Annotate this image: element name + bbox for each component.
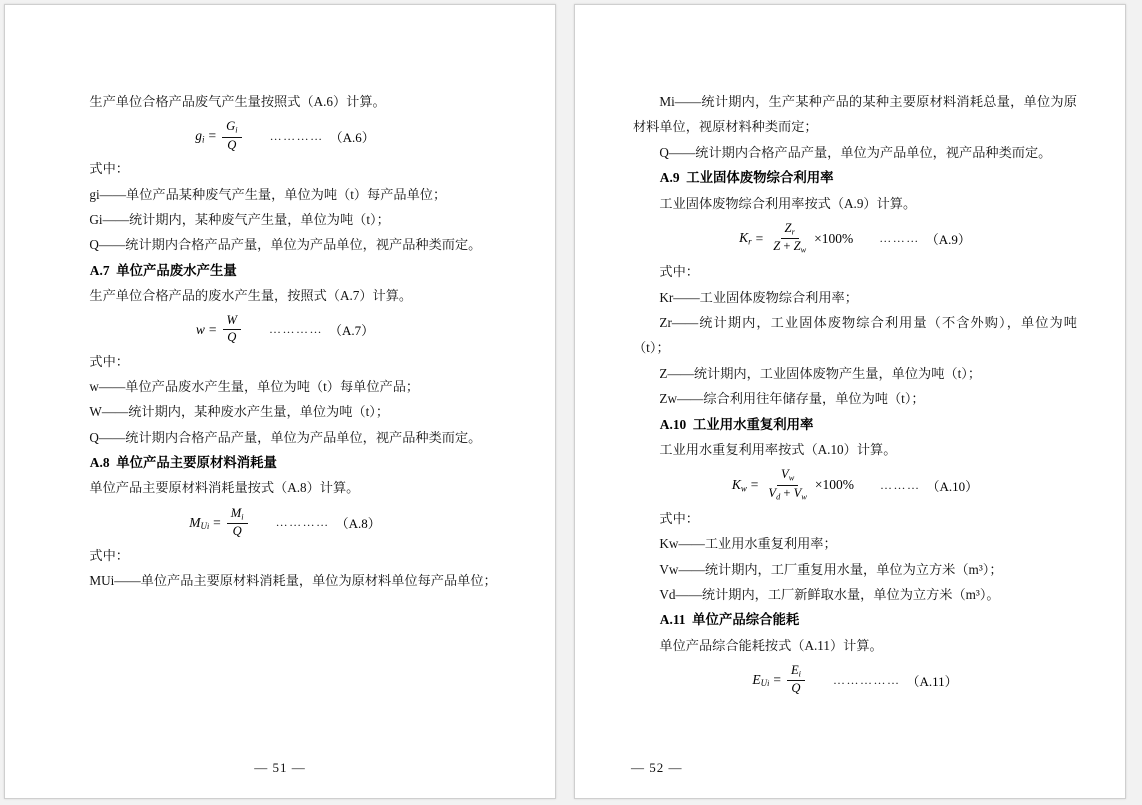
section-title: 单位产品综合能耗 — [692, 612, 800, 628]
paragraph: gi——单位产品某种废气产生量，单位为吨（t）每产品单位； — [89, 186, 447, 202]
section-title: 单位产品废水产生量 — [116, 262, 237, 278]
formula-a8: $M_{Ui}$ = $\frac{M_i}{Q}$ ………… （A.8） — [189, 505, 381, 539]
paragraph: 工业用水重复利用率按式（A.10）计算。 — [659, 441, 897, 457]
formula-leader: …………… — [832, 672, 901, 687]
formula-a11: $E_{Ui}$ = $\frac{E_i}{Q}$ …………… （A.11） — [752, 663, 958, 696]
formula-a7: w = $\frac{W}{Q}$ ………… （A.7） — [195, 313, 375, 345]
section-heading-a10 — [633, 412, 1077, 437]
paragraph: Q——统计期内合格产品产量，单位为产品单位，视产品种类而定。 — [659, 144, 1052, 160]
page-left — [4, 4, 556, 799]
formula-leader: ………… — [275, 515, 330, 530]
formula-lhs: $g_i$ — [195, 128, 205, 145]
page-right — [574, 4, 1126, 799]
paragraph: Zw——综合利用往年储存量，单位为吨（t）； — [659, 391, 925, 407]
paragraph: Z——统计期内，工业固体废物产生量，单位为吨（t）； — [659, 365, 982, 381]
formula-a6: $g_i$ = $\frac{G_i}{Q}$ ………… （A.6） — [195, 119, 375, 152]
paragraph: Zr——统计期内，工业固体废物综合利用量（不含外购），单位为吨（t）； — [633, 315, 1077, 356]
section-title: 工业用水重复利用率 — [692, 416, 814, 432]
paragraph: 式中： — [89, 161, 129, 177]
formula-leader: ……… — [879, 231, 920, 246]
formula-a9: $K_r$ = $\frac{Z_r}{Z + Z_w}$ ×100% ……… （A.9） — [739, 220, 971, 255]
page-number: — 52 — — [631, 760, 683, 775]
section-number: A.10 — [659, 416, 687, 432]
paragraph: Vw——统计期内，工厂重复用水量，单位为立方米（m³）； — [659, 561, 1003, 577]
paragraph: MUi——单位产品主要原材料消耗量，单位为原材料单位每产品单位； — [89, 573, 497, 589]
formula-a10: $K_w$ = $\frac{V_w}{V_d + V_w}$ ×100% ……… （A.10） — [731, 467, 979, 501]
paragraph: 工业固体废物综合利用率按式（A.9）计算。 — [659, 195, 917, 211]
paragraph: 式中： — [659, 264, 699, 280]
page-number: — 51 — — [254, 760, 306, 775]
paragraph: 单位产品主要原材料消耗量按式（A.8）计算。 — [89, 480, 360, 496]
formula-lhs: $E_{Ui}$ — [752, 671, 770, 689]
paragraph: Mi——统计期内，生产某种产品的某种主要原材料消耗总量，单位为原材料单位，视原材料种类而定； — [633, 94, 1077, 135]
formula-lhs: $M_{Ui}$ — [189, 514, 210, 531]
section-number: A.7 — [89, 262, 110, 278]
formula-leader: ………… — [269, 128, 324, 143]
section-title: 单位产品主要原材料消耗量 — [116, 454, 277, 470]
section-number: A.8 — [89, 454, 110, 470]
formula-number: （A.9） — [925, 232, 971, 248]
section-heading-a8 — [63, 450, 507, 475]
paragraph: 生产单位合格产品的废水产生量，按照式（A.7）计算。 — [89, 288, 413, 304]
paragraph: 式中： — [89, 353, 129, 369]
formula-leader: ……… — [880, 477, 921, 492]
formula-number: （A.7） — [329, 323, 375, 339]
page-left-content — [63, 89, 507, 744]
page-right-content — [633, 89, 1077, 744]
paragraph: Kr——工业固体废物综合利用率； — [659, 289, 858, 305]
formula-number: （A.6） — [329, 129, 375, 145]
paragraph: 式中： — [659, 510, 699, 526]
formula-lhs: $K_r$ — [739, 230, 752, 247]
formula-number: （A.11） — [906, 673, 958, 689]
formula-number: （A.10） — [926, 478, 979, 494]
paragraph: Gi——统计期内，某种废气产生量，单位为吨（t）； — [89, 211, 390, 227]
paragraph: 式中： — [89, 547, 129, 563]
paragraph: W——统计期内，某种废水产生量，单位为吨（t）； — [89, 404, 390, 420]
section-title: 工业固体废物综合利用率 — [686, 170, 834, 186]
paragraph: Kw——工业用水重复利用率； — [659, 536, 837, 552]
formula-lhs: w — [195, 321, 205, 337]
section-heading-a11 — [633, 607, 1077, 632]
paragraph: Q——统计期内合格产品产量，单位为产品单位，视产品种类而定。 — [89, 429, 482, 445]
paragraph: 生产单位合格产品废气产生量按照式（A.6）计算。 — [89, 94, 386, 109]
paragraph: Q——统计期内合格产品产量，单位为产品单位，视产品种类而定。 — [89, 237, 482, 253]
paragraph: Vd——统计期内，工厂新鲜取水量，单位为立方米（m³）。 — [659, 586, 1000, 602]
section-heading-a7 — [63, 258, 507, 283]
section-heading-a9 — [633, 165, 1077, 190]
section-number: A.11 — [659, 612, 686, 628]
formula-leader: ………… — [269, 322, 323, 337]
formula-number: （A.8） — [335, 516, 381, 532]
paragraph: 单位产品综合能耗按式（A.11）计算。 — [659, 637, 883, 653]
section-number: A.9 — [659, 170, 680, 186]
paragraph: w——单位产品废水产生量，单位为吨（t）每单位产品； — [89, 378, 420, 394]
formula-lhs: $K_w$ — [731, 476, 747, 494]
